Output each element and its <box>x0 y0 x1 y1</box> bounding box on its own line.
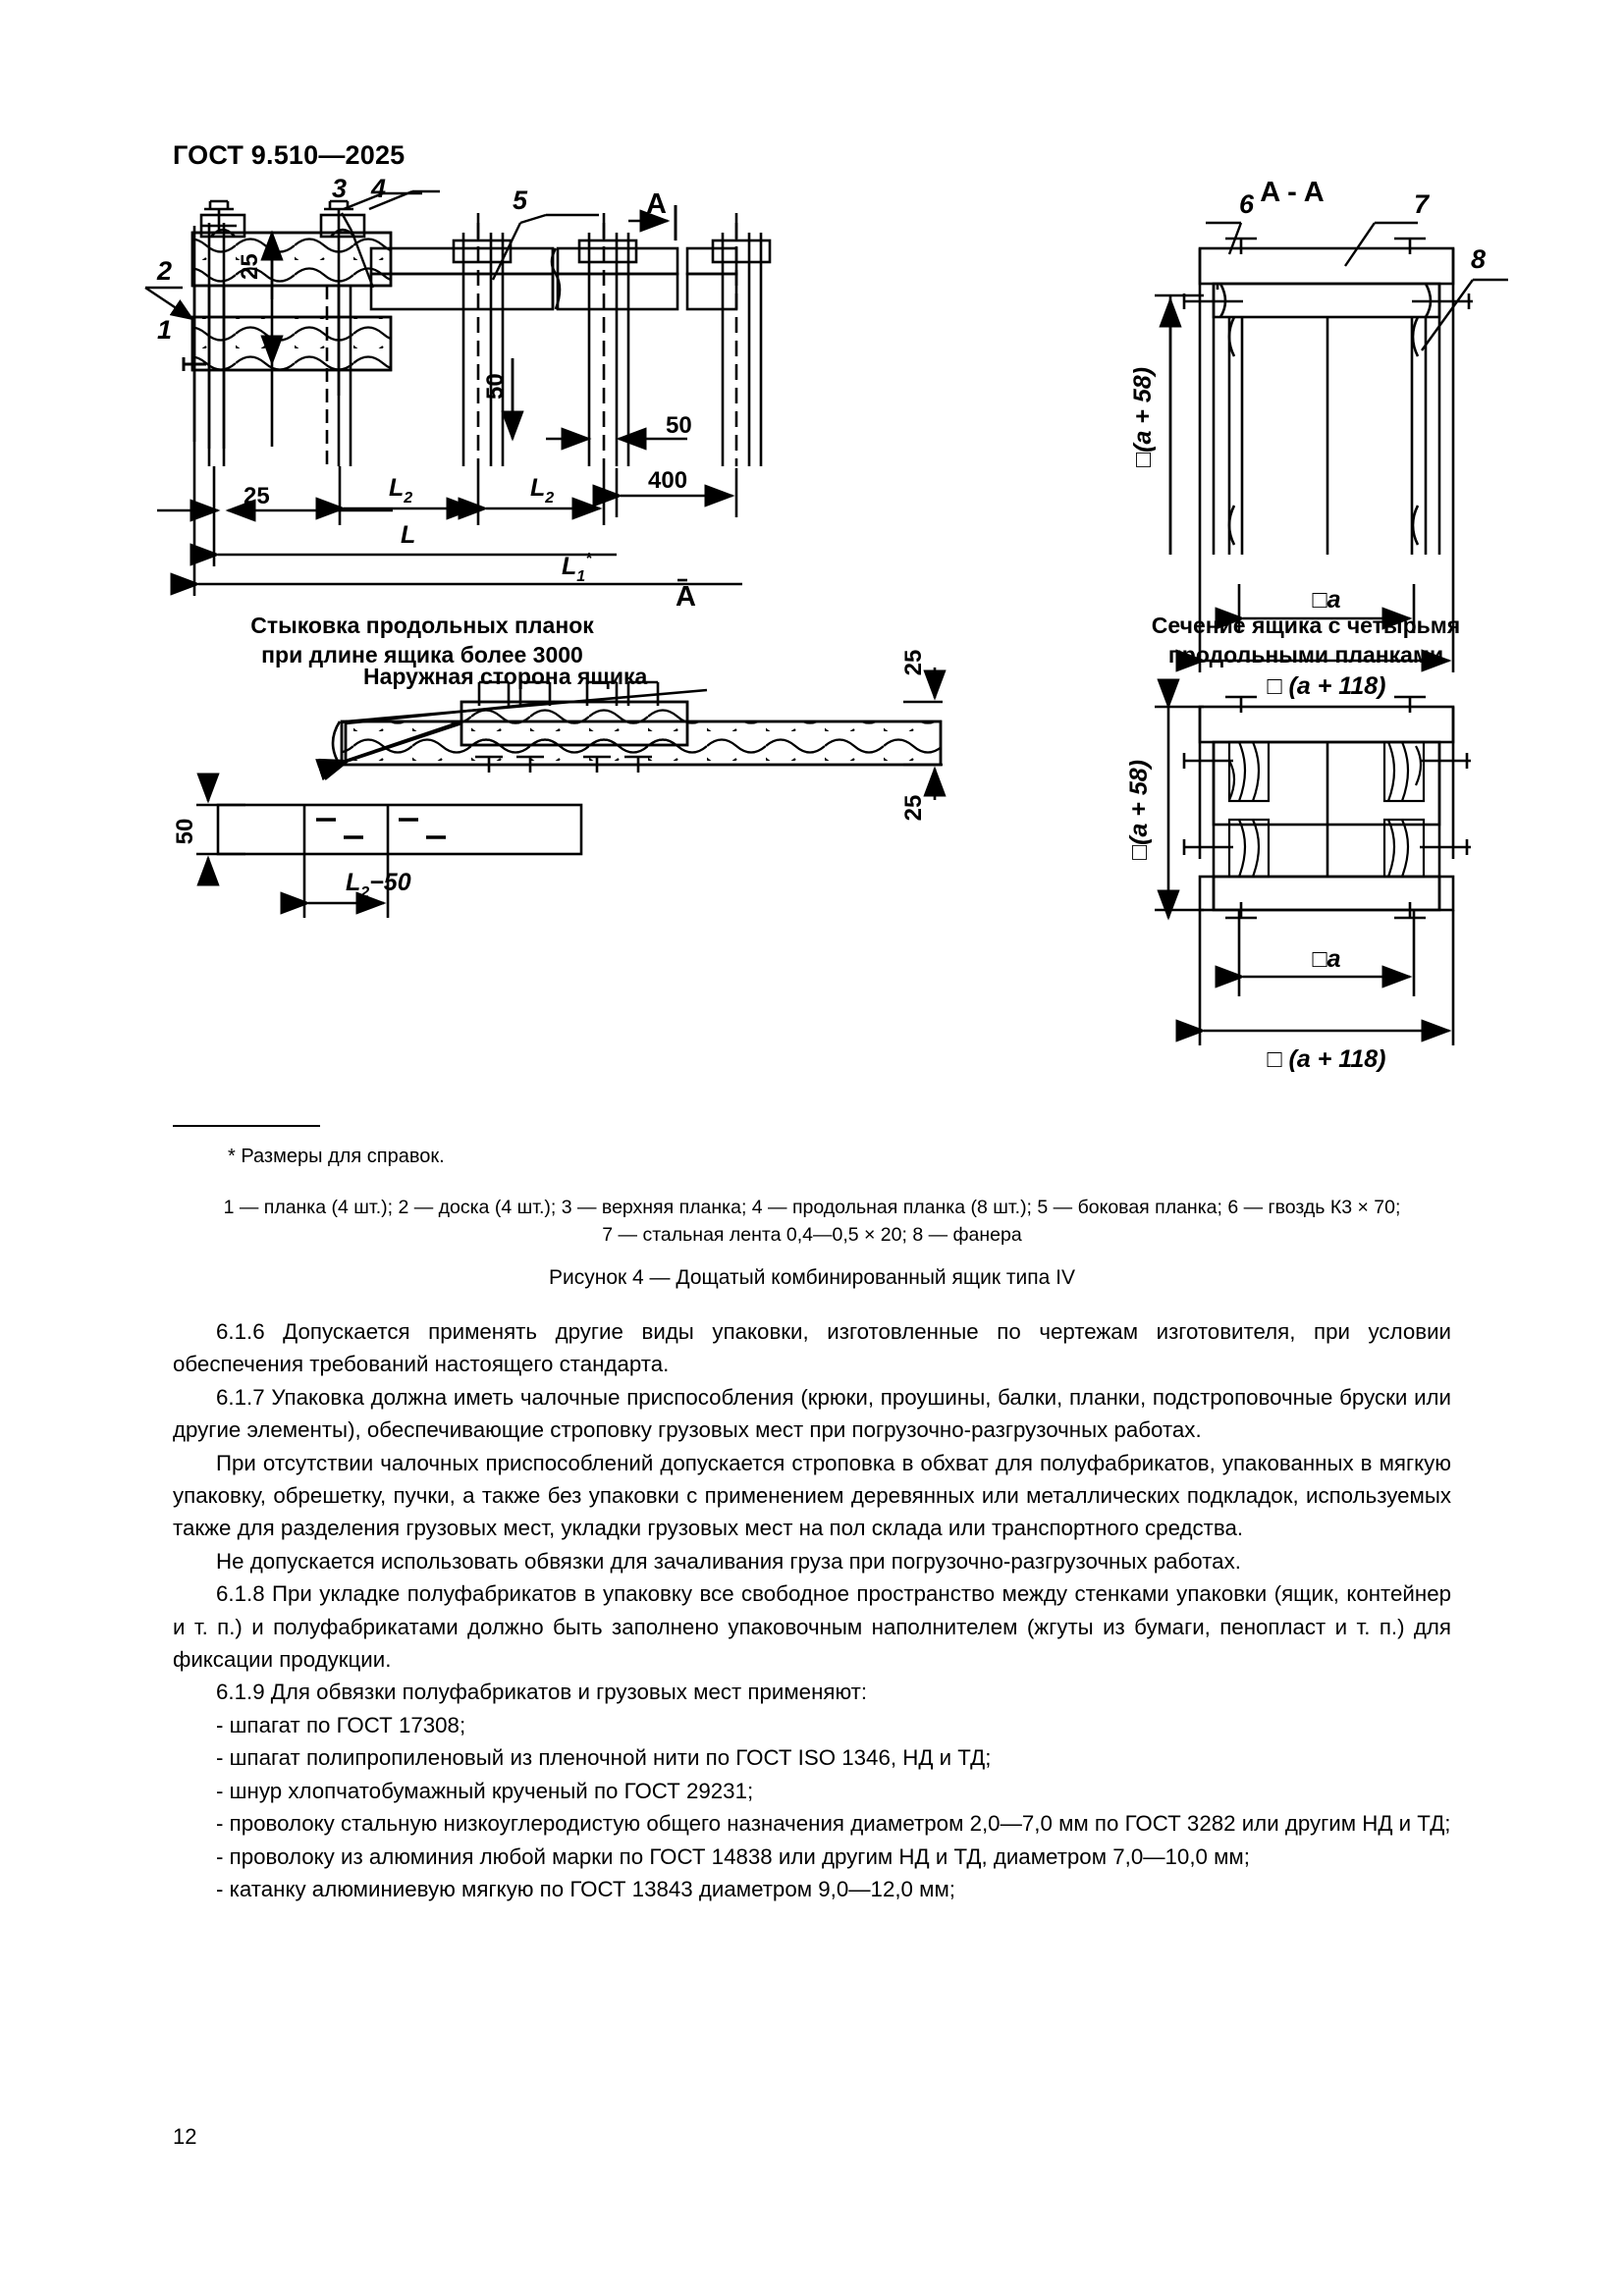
paragraph-6-1-7: 6.1.7 Упаковка должна иметь чалочные приспособления (крюки, проушины, балки, планки, подстроповочные бруски или другие элементы), обеспечивающие строповку грузовых мест при погрузочно-разгрузочных работах. <box>173 1384 1451 1443</box>
list-item-shpagat-pp: - шпагат полипропиленовый из пленочной нити по ГОСТ ISO 1346, НД и ТД; <box>216 1745 992 1771</box>
caption-outer-side: Наружная сторона ящика <box>363 664 648 689</box>
page-number: 12 <box>173 2124 197 2149</box>
dim-a118-top: □ (a + 118) <box>1267 672 1386 700</box>
dim-l1-star: $L_1^*$ <box>562 551 592 585</box>
dim-25-top: 25 <box>237 253 263 280</box>
figure-4-technical-drawing <box>0 172 1624 1114</box>
detail-dim-l2-50: $L_2-50$ <box>346 869 411 901</box>
figure-caption: Рисунок 4 — Дощатый комбинированный ящик типа IV <box>549 1266 1075 1289</box>
dim-l: L <box>401 521 416 549</box>
detail-dim-25-bottom: 25 <box>900 794 927 822</box>
paragraph-obvyazki: Не допускается использовать обвязки для зачаливания груза при погрузочно-разгрузочных работах. <box>216 1548 1241 1574</box>
figure-callout-8: 8 <box>1471 244 1487 274</box>
dim-l2-second: $L_2$ <box>530 474 555 507</box>
list-item-shnur: - шнур хлопчатобумажный крученый по ГОСТ 29231; <box>216 1778 754 1803</box>
dim-a-top: □a <box>1312 586 1341 614</box>
list-item-provoloka-alu: - проволоку из алюминия любой марки по ГОСТ 14838 или другим НД и ТД, диаметром 7,0—10,0 мм; <box>216 1843 1250 1869</box>
figure-callout-1: 1 <box>157 315 173 345</box>
paragraph-6-1-6: 6.1.6 Допускается применять другие виды упаковки, изготовленные по чертежам изготовителя, при условии обеспечения требований настоящего стандарта. <box>173 1319 1451 1377</box>
figure-callout-7: 7 <box>1414 189 1430 219</box>
figure-callout-3: 3 <box>332 174 348 203</box>
list-item-shpagat-17308: - шпагат по ГОСТ 17308; <box>216 1712 466 1737</box>
view-marker-a-bottom: A <box>676 581 696 613</box>
figure-legend <box>173 1194 1451 1250</box>
caption-right-line2: продольными планками <box>1167 642 1444 667</box>
dim-a58-top: □(a + 58) <box>1129 367 1157 467</box>
detail-dim-25-top: 25 <box>900 649 927 676</box>
dim-a-bottom: □a <box>1312 945 1341 973</box>
view-marker-a-top: A <box>646 188 667 220</box>
list-item-provoloka-steel: - проволоку стальную низкоуглеродистую общего назначения диаметром 2,0—7,0 мм по ГОСТ 3282 или другим НД и ТД; <box>216 1811 1451 1837</box>
dim-50-right: 50 <box>666 412 692 439</box>
caption-left-line1: Стыковка продольных планок <box>250 613 594 638</box>
dim-50-center: 50 <box>482 373 509 400</box>
caption-right-line1: Сечение ящика с четырьмя <box>1151 613 1461 638</box>
dim-25-left: 25 <box>244 483 270 509</box>
figure-callout-5: 5 <box>513 186 528 215</box>
footnote-rule <box>173 1125 320 1127</box>
legend-line-1: 1 — планка (4 шт.); 2 — доска (4 шт.); 3 — верхняя планка; 4 — продольная планка (8 шт.); 5 — боковая планка; 6 — гвоздь К3 × 70; <box>223 1197 1401 1218</box>
caption-left-line2: при длине ящика более 3000 <box>261 642 583 667</box>
body-text <box>173 1315 1451 1905</box>
dim-a118-bottom: □ (a + 118) <box>1267 1045 1386 1073</box>
detail-dim-50: 50 <box>172 818 198 845</box>
page-header-standard: ГОСТ 9.510—2025 <box>173 140 406 170</box>
section-label-aa: A - A <box>1260 177 1325 208</box>
list-item-katanka: - катанку алюминиевую мягкую по ГОСТ 13843 диаметром 9,0—12,0 мм; <box>216 1876 955 1901</box>
paragraph-6-1-8: 6.1.8 При укладке полуфабрикатов в упаковку все свободное пространство между стенками упаковки (ящик, контейнер и т. п.) и полуфабрикатами должно быть заполнено упаковочным наполнителем (жгуты из бумаги, пенопласт и т. п.) для фиксации продукции. <box>173 1581 1451 1673</box>
dim-a58-bottom: □(a + 58) <box>1125 760 1153 860</box>
legend-line-2: 7 — стальная лента 0,4—0,5 × 20; 8 — фанера <box>602 1224 1022 1247</box>
dim-400: 400 <box>648 467 688 494</box>
figure-callout-4: 4 <box>371 174 387 203</box>
dim-l2-first: $L_2$ <box>389 474 413 507</box>
paragraph-stropovka: При отсутствии чалочных приспособлений допускается строповка в обхват для полуфабрикатов, упакованных в мягкую упаковку, обрешетку, пучки, а также без упаковки с применением деревянных или металлических подкладок, используемых также для разделения грузовых мест, укладки грузовых мест на пол склада или транспортного средства. <box>173 1450 1451 1541</box>
figure-callout-2: 2 <box>157 256 173 286</box>
figure-callout-6: 6 <box>1239 189 1255 219</box>
footnote-text: * Размеры для справок. <box>228 1146 445 1167</box>
paragraph-6-1-9: 6.1.9 Для обвязки полуфабрикатов и грузовых мест применяют: <box>216 1680 868 1705</box>
